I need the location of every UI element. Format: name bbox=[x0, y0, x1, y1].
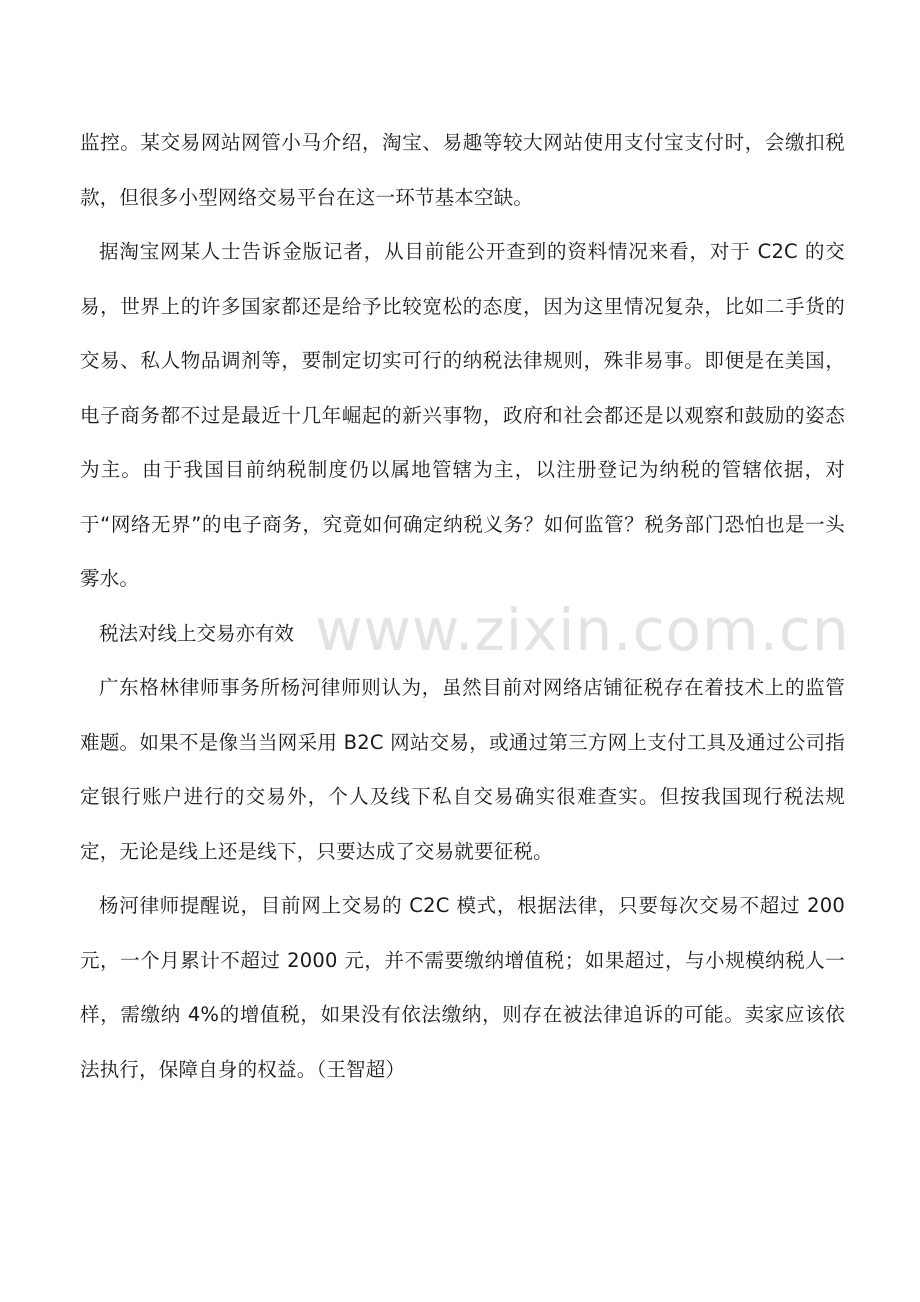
section-subheading: 税法对线上交易亦有效 bbox=[99, 621, 295, 645]
paragraph-lawyer-opinion: 广东格林律师事务所杨河律师则认为，虽然目前对网络店铺征税存在着技术上的监管难题。如果不是像当当网采用 B2C 网站交易，或通过第三方网上支付工具及通过公司指定银行账户进行的交易外，个人及线下私自交易确实很难查实。但按我国现行税法规定，无论是线上还是线下，只要达成了交易就要征税。 bbox=[80, 676, 845, 863]
paragraph-continued: 监控。某交易网站网管小马介绍，淘宝、易趣等较大网站使用支付宝支付时，会缴扣税款，但很多小型网络交易平台在这一环节基本空缺。 bbox=[80, 131, 845, 209]
paragraph-taobao-source: 据淘宝网某人士告诉金版记者，从目前能公开查到的资料情况来看，对于 C2C 的交易，世界上的许多国家都还是给予比较宽松的态度，因为这里情况复杂，比如二手货的交易、私人物品调剂等，要制定切实可行的纳税法律规则，殊非易事。即便是在美国，电子商务都不过是最近十几年崛起的新兴事物，政府和社会都还是以观察和鼓励的姿态为主。由于我国目前纳税制度仍以属地管辖为主，以注册登记为纳税的管辖依据，对于“网络无界”的电子商务，究竟如何确定纳税义务？如何监管？税务部门恐怕也是一头雾水。 bbox=[80, 240, 845, 590]
paragraph-lawyer-reminder: 杨河律师提醒说，目前网上交易的 C2C 模式，根据法律，只要每次交易不超过 200 元，一个月累计不超过 2000 元，并不需要缴纳增值税；如果超过，与小规模纳税人一样，需缴纳 4%的增值税，如果没有依法缴纳，则存在被法律追诉的可能。卖家应该依法执行，保障自身的权益。（王智超） bbox=[80, 894, 845, 1081]
article-body bbox=[80, 116, 845, 1097]
watermark: www.zixin.com.cn bbox=[315, 596, 850, 664]
